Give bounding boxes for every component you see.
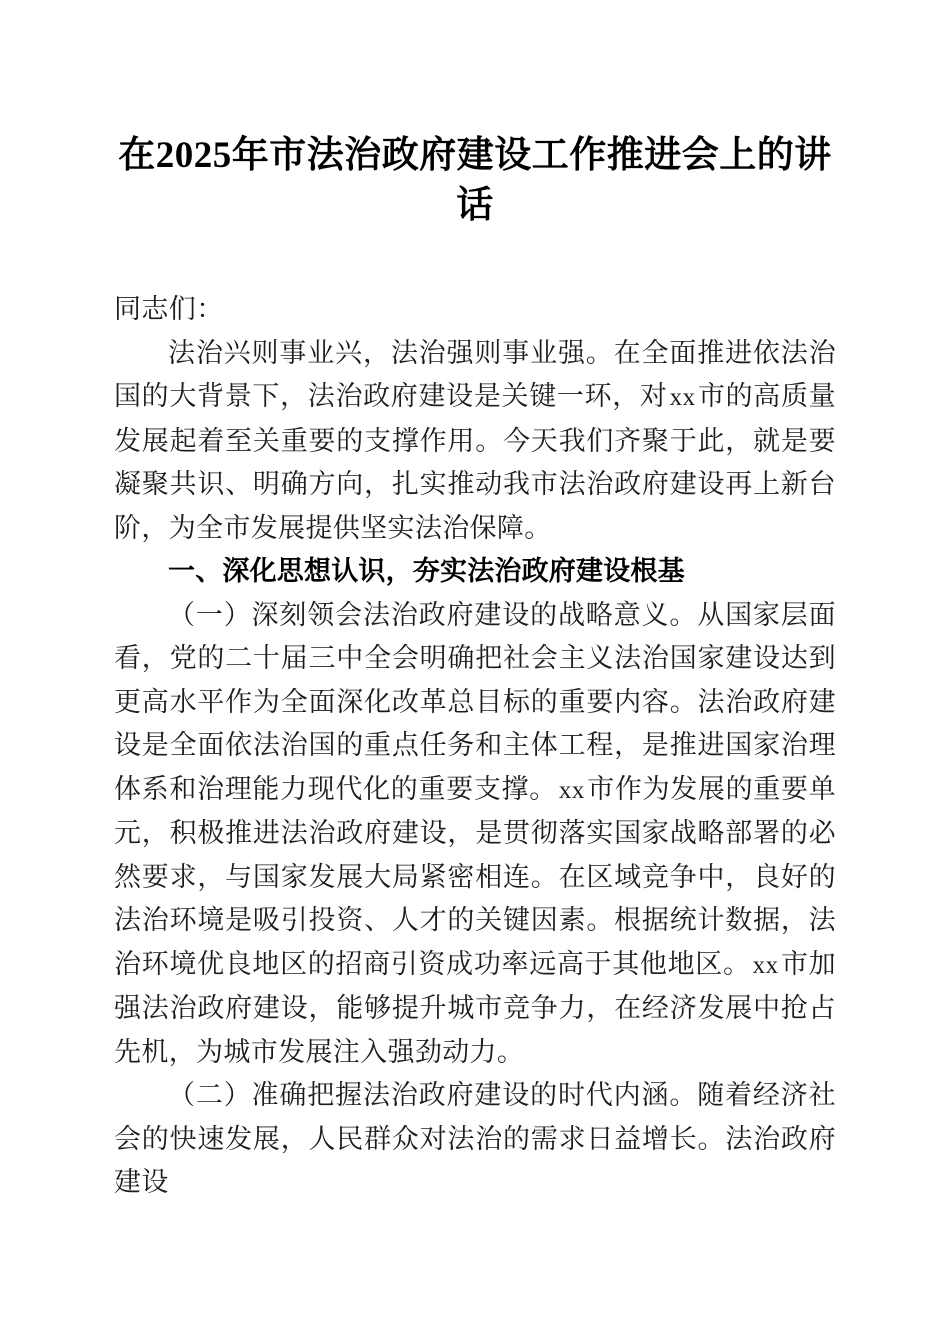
latin-run: xx [752,951,779,979]
paragraph-1-1: （一）深刻领会法治政府建设的战略意义。从国家层面看，党的二十届三中全会明确把社会主义法治国家建设达到更高水平作为全面深化改革总目标的重要内容。法治政府建设是全面依法治国的重点任务和主体工程，是推进国家治理体系和治理能力现代化的重要支撑。xx市作为发展的重要单元，积极推进法治政府建设，是贯彻落实国家战略部署的必然要求，与国家发展大局紧密相连。在区域竞争中，良好的法治环境是吸引投资、人才的关键因素。根据统计数据，法治环境优良地区的招商引资成功率远高于其他地区。xx市加强法治政府建设，能够提升城市竞争力，在经济发展中抢占先机，为城市发展注入强劲动力。 [114,599,836,1067]
latin-run: xx [669,384,696,411]
section-heading-1: 一、深化思想认识，夯实法治政府建设根基 [168,556,685,586]
paragraph-opening: 法治兴则事业兴，法治强则事业强。在全面推进依法治国的大背景下，法治政府建设是关键一环，对xx市的高质量发展起着至关重要的支撑作用。今天我们齐聚于此，就是要凝聚共识、明确方向，扎实推动我市法治政府建设再上新台阶，为全市发展提供坚实法治保障。 [114,337,837,543]
document-content [114,0,836,1205]
latin-run: xx [558,776,585,804]
salutation: 同志们： [114,294,224,324]
page-title: 在2025年市法治政府建设工作推进会上的讲话 [118,135,832,226]
paragraph-1-2: （二）准确把握法治政府建设的时代内涵。随着经济社会的快速发展，人民群众对法治的需求日益增长。法治政府建设 [114,1080,836,1197]
